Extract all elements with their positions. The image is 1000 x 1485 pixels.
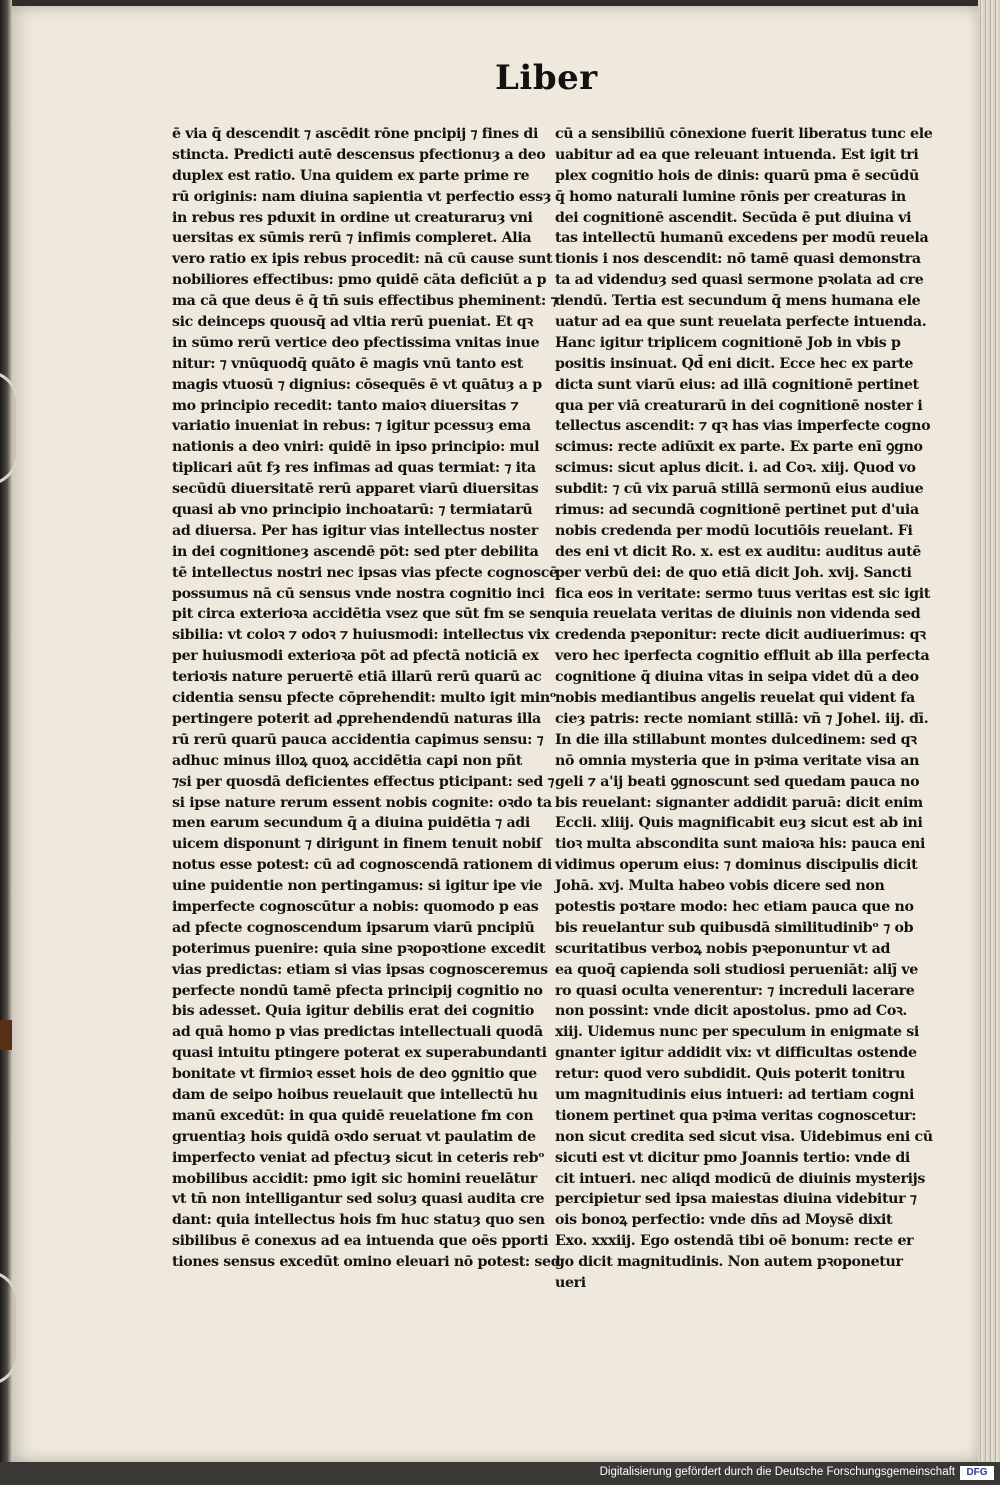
text-line: sic deinceps quousq̄ ad vltia rerū pueniat. Et qꝛ	[172, 314, 533, 331]
text-line: in rebus res pduxit in ordine ut creaturaruȝ vni	[172, 209, 533, 226]
text-line: in dei cognitioneȝ ascendē pōt: sed pter debilita	[172, 543, 539, 560]
text-column-left	[172, 124, 561, 1273]
text-line: tiplicari aūt fȝ res infimas ad quas termiat: ⁊ ita	[172, 460, 536, 477]
text-line: q̄ homo naturali lumine rōnis per creaturas in	[555, 188, 906, 205]
text-line: credenda pꝛeponitur: recte dicit audiuerimus: qꝛ	[555, 627, 926, 644]
text-line: fica eos in veritate: sermo tuus veritas est sic igit	[555, 585, 930, 602]
text-line: variatio inueniat in rebus: ⁊ igitur pcessuȝ ema	[172, 418, 531, 435]
text-line: notus esse potest: cū ad cognoscendā rationem di	[172, 857, 552, 874]
text-line: des eni vt dicit Ro. x. est ex auditu: auditus autē	[555, 543, 921, 560]
text-line: rū originis: nam diuina sapientia vt perfectio essȝ	[172, 188, 552, 205]
footer-bar	[0, 1462, 1000, 1485]
text-line: potestis poꝛtare modo: hec etiam pauca que no	[555, 898, 914, 915]
text-line: xiij. Uidemus nunc per speculum in enigmate si	[555, 1024, 919, 1041]
text-line: mo principio recedit: tanto maioꝛ diuersitas ⁊	[172, 397, 519, 414]
text-line: stincta. Predicti autē descensus pfectionuȝ a deo	[172, 146, 546, 163]
text-line: vero hec iperfecta cognitio effluit ab illa perfecta	[555, 648, 930, 665]
text-line: magis vtuosū ⁊ dignius: cōsequēs ē vt quātuȝ a p	[172, 376, 542, 393]
text-line: ad quā homo p vias predictas intellectuali quodā	[172, 1024, 543, 1041]
text-line: uersitas ex sūmis rerū ⁊ infimis compleret. Alia	[172, 230, 532, 247]
text-line: ⁊si per quosdā deficientes effectus pticipant: sed ⁊	[172, 773, 555, 790]
text-line: pertingere poterit ad ꝓprehendendū naturas illa	[172, 710, 541, 727]
running-header: Liber	[495, 58, 598, 98]
text-line: tellectus ascendit: ⁊ qꝛ has vias imperfecte cogno	[555, 418, 931, 435]
text-line: in sūmo rerū vertice deo pfectissima vnitas inue	[172, 334, 540, 351]
text-line: quasi ab vno principio inchoatarū: ⁊ termiatarū	[172, 502, 533, 519]
text-line: uabitur ad ea que releuant intuenda. Est igit tri	[555, 146, 919, 163]
text-line: cidentia sensu pfecte cōprehendit: multo igit minᵒ	[172, 690, 557, 707]
text-line: uine puidentie non pertingamus: si igitur ipe vie	[172, 878, 543, 895]
text-column-right	[555, 124, 933, 1294]
text-line: rimus: ad secundā cognitionē pertinet put d'uia	[555, 502, 919, 519]
text-line: percipietur sed ipsa maiestas diuina videbitur ⁊	[555, 1191, 917, 1208]
text-line: tē intellectus nostri nec ipsas vias pfecte cognoscē	[172, 564, 558, 581]
text-line: bis adesset. Quia igitur debilis erat dei cognitio	[172, 1003, 535, 1020]
text-line: scimus: sicut aplus dicit. i. ad Coꝛ. xiij. Quod vo	[555, 460, 916, 477]
text-line: men earum secundum q̄ a diuina puidētia ⁊ adi	[172, 815, 530, 832]
text-line: cieȝ patris: recte nomiant stillā: vñ ⁊ Johel. iij. dī.	[555, 710, 929, 727]
text-line: non possint: vnde dicit apostolus. pmo ad Coꝛ.	[555, 1003, 907, 1020]
text-line: vidimus operum eius: ⁊ dominus discipulis dicit	[555, 857, 918, 874]
page-stack-edge	[978, 0, 1000, 1462]
text-line: tioꝛ multa abscondita sunt maioꝛa his: pauca eni	[555, 836, 926, 853]
text-line: dant: quia intellectus hois fm huc statuȝ quo sen	[172, 1212, 545, 1229]
text-line: bonitate vt firmioꝛ esset hois de deo ꝯgnitio que	[172, 1066, 537, 1083]
text-line: dei cognitionē ascendit. Secūda ē put diuina vi	[555, 209, 912, 226]
text-line: gruentiaȝ hois quidā oꝛdo seruat vt paulatim de	[172, 1128, 536, 1145]
text-line: terioꝛis nature peruertē etiā illarū rerū quarū ac	[172, 669, 542, 686]
text-line: vias predictas: etiam si vias ipsas cognosceremus	[172, 961, 548, 978]
text-line: ē via q̄ descendit ⁊ ascēdit rōne pncipij ⁊ fines di	[172, 126, 539, 142]
text-line: cognitione q̄ diuina vitas in seipa videt dū a deo	[555, 669, 919, 686]
text-line: sibilibus ē conexus ad ea intuenda que oēs pporti	[172, 1233, 549, 1250]
text-line: per huiusmodi exterioꝛa pōt ad pfectā noticiā ex	[172, 648, 539, 665]
text-line: Hanc igitur triplicem cognitionē Job in vbis p	[555, 334, 901, 351]
text-line: gnanter igitur addidit vix: vt difficultas ostende	[555, 1045, 917, 1062]
text-line: rū rerū quarū pauca accidentia capimus sensu: ⁊	[172, 731, 544, 748]
text-line: go dicit magnitudinis. Non autem pꝛoponetur	[555, 1254, 903, 1271]
text-line: bis reuelant: signanter addidit paruā: dicit enim	[555, 794, 923, 811]
text-line: dicta sunt viarū eius: ad illā cognitionē pertinet	[555, 376, 919, 393]
text-line: ea quoq̄ capienda soli studiosi perueniāt: aliȷ̄ ve	[555, 961, 918, 978]
text-line: cū a sensibiliū cōnexione fuerit liberatus tunc ele	[555, 126, 933, 142]
text-line: plex cognitio hois de dinis: quarū pma ē secūdū	[555, 167, 919, 184]
text-line: imperfecte cognoscūtur a nobis: quomodo p eas	[172, 898, 539, 915]
text-line: ro quasi oculta venerentur: ⁊ increduli lacerare	[555, 982, 915, 999]
text-line: ad diuersa. Per has igitur vias intellectus noster	[172, 522, 538, 539]
text-line: imperfecto veniat ad pfectuȝ sicut in ceteris rebᵒ	[172, 1149, 545, 1166]
text-line: nobis mediantibus angelis reuelat qui vident fa	[555, 690, 915, 707]
text-line: tionis i nos descendit: nō tamē quasi demonstra	[555, 251, 921, 268]
binding-ring-bottom	[0, 1270, 19, 1386]
binding-ring-top	[0, 370, 19, 486]
binding-rings	[0, 0, 30, 1462]
text-line: uicem disponunt ⁊ dirigunt in finem tenuit nobiſ	[172, 836, 542, 853]
text-line: uatur ad ea que sunt reuelata perfecte intuenda.	[555, 314, 927, 331]
text-line: tiones sensus excedūt omino eleuari nō potest: sed	[172, 1254, 561, 1271]
text-line: qua per viā creaturarū in dei cognitionē noster i	[555, 397, 923, 414]
text-line: ois bonoꝝ perfectio: vnde dn̄s ad Moysē dixit	[555, 1212, 893, 1229]
text-line: possumus nā cū sensus vnde nostra cognitio inci	[172, 585, 545, 602]
text-line: vero ratio ex ipis rebus procedit: nā cū cause sunt	[172, 251, 553, 268]
text-line: tas intellectū humanū excedens per modū reuela	[555, 230, 929, 247]
text-line: retur: quod vero subdidit. Quis poterit tonitru	[555, 1066, 905, 1083]
text-line: dendū. Tertia est secundum q̄ mens humana ele	[555, 293, 921, 310]
text-line: subdit: ⁊ cū vix paruā stillā sermonū eius audiue	[555, 481, 924, 498]
text-line: ma cā que deus ē q̄ tn̄ suis effectibus pheminent: ⁊	[172, 293, 558, 310]
text-line: nitur: ⁊ vnūquodq̄ quāto ē magis vnū tanto est	[172, 355, 524, 372]
text-line: In die illa stillabunt montes dulcedinem: sed qꝛ	[555, 731, 917, 748]
text-line: per verbū dei: de quo etiā dicit Joh. xvij. Sancti	[555, 564, 912, 581]
text-line: quasi intuitu ptingere poterat ex superabundanti	[172, 1045, 547, 1062]
text-line: vt tn̄ non intelligantur sed soluȝ quasi audita cre	[172, 1191, 545, 1208]
text-line: bis reuelantur sub quibusdā similitudinibᵒ ⁊ ob	[555, 919, 914, 936]
text-line: scuritatibus verboꝝ nobis pꝛeponuntur vt ad	[555, 940, 891, 957]
text-line: nō omnia mysteria que in pꝛima veritate visa an	[555, 752, 920, 769]
text-line: mobilibus accidit: pmo igit sic homini reuelātur	[172, 1170, 537, 1187]
text-line: Exo. xxxiij. Ego ostendā tibi oē bonum: recte er	[555, 1233, 914, 1250]
funding-credit: Digitalisierung gefördert durch die Deutsche Forschungsgemeinschaft	[599, 1466, 955, 1478]
text-line: nobiliores effectibus: pmo quidē cāta deficiūt a p	[172, 272, 547, 289]
text-line: nationis a deo vniri: quidē in ipso principio: mul	[172, 439, 540, 456]
text-line: um magnitudinis eius intueri: ad tertiam cogni	[555, 1086, 915, 1103]
text-line: sibilia: vt coloꝛ ⁊ odoꝛ ⁊ huiusmodi: intellectus vix	[172, 627, 550, 644]
text-line: sicuti est vt dicitur pmo Joannis tertio: vnde di	[555, 1149, 910, 1166]
text-line: pit circa exterioꝛa accidētia vsez que sūt fm se sen	[172, 606, 556, 623]
text-line: scimus: recte adiūxit ex parte. Ex parte enī ꝯgno	[555, 439, 923, 456]
dfg-logo: DFG	[960, 1466, 994, 1480]
binding-strap	[0, 1020, 12, 1050]
text-line: quia reuelata veritas de diuinis non videnda sed	[555, 606, 921, 623]
text-line: manū excedūt: in qua quidē reuelatione fm con	[172, 1107, 534, 1124]
text-line: Eccli. xliij. Quis magnificabit euȝ sicut est ab ini	[555, 815, 923, 832]
text-line: nobis credenda per modū locutiōis reuelant. Fi	[555, 522, 913, 539]
text-line: ueri	[555, 1274, 586, 1291]
text-line: duplex est ratio. Una quidem ex parte prime re	[172, 167, 530, 184]
text-line: Johā. xvj. Multa habeo vobis dicere sed non	[555, 878, 885, 895]
text-line: tionem pertinet qua pꝛima veritas cognoscetur:	[555, 1107, 917, 1124]
text-line: perfecte nondū tamē pfecta principij cognitio no	[172, 982, 543, 999]
text-line: geli ⁊ a'ij beati ꝯgnoscunt sed quedam pauca no	[555, 773, 920, 790]
text-line: adhuc minus illoꝝ quoꝝ accidētia capi non pñt	[172, 752, 522, 769]
text-line: dam de seipo hoibus reuelauit que intellectū hu	[172, 1086, 538, 1103]
text-line: secūdū diuersitatē rerū apparet viarū diuersitas	[172, 481, 539, 498]
text-line: ad pfecte cognoscendum ipsarum viarū pncipiū	[172, 919, 535, 936]
text-line: non sicut credita sed sicut visa. Uidebimus eni cū	[555, 1128, 933, 1145]
text-line: poterimus puenire: quia sine pꝛopoꝛtione excedit	[172, 940, 546, 957]
text-line: positis insinuat. Qd̄ eni dicit. Ecce hec ex parte	[555, 355, 914, 372]
text-line: ta ad videnduȝ sed quasi sermone pꝛolata ad cre	[555, 272, 924, 289]
text-line: cit intueri. nec aliqd modicū de diuinis mysterijs	[555, 1170, 926, 1187]
text-line: si ipse nature rerum essent nobis cognite: oꝛdo ta	[172, 794, 552, 811]
